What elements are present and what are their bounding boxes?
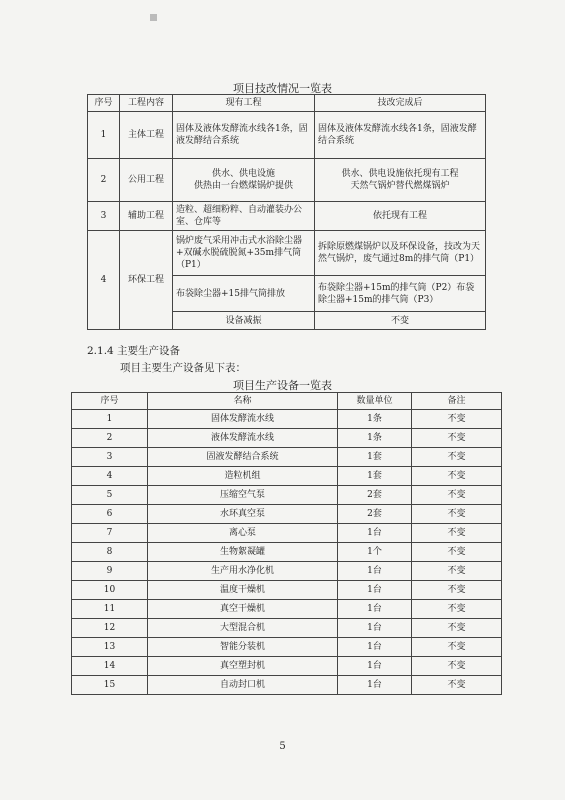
- equipment-name: 固体发酵流水线: [148, 410, 338, 429]
- equipment-name: 生产用水净化机: [148, 562, 338, 581]
- remark: 不变: [412, 467, 502, 486]
- after-renovation: 不变: [315, 312, 486, 330]
- current-project: 锅炉废气采用冲击式水浴除尘器+双碱水脱硫脱氮+35m排气筒（P1）: [173, 231, 315, 276]
- quantity-unit: 1条: [338, 410, 412, 429]
- equipment-name: 造粒机组: [148, 467, 338, 486]
- row-number: 3: [72, 448, 148, 467]
- remark: 不变: [412, 657, 502, 676]
- quantity-unit: 1台: [338, 600, 412, 619]
- project-item: 主体工程: [120, 112, 173, 159]
- remark: 不变: [412, 581, 502, 600]
- t1-header-item: 工程内容: [120, 95, 173, 112]
- after-renovation: 布袋除尘器+15m的排气筒（P2）布袋除尘器+15m的排气筒（P3）: [315, 276, 486, 312]
- table-row: [72, 543, 502, 562]
- renovation-table: [87, 94, 486, 330]
- quantity-unit: 1台: [338, 638, 412, 657]
- t2-header-no: 序号: [72, 393, 148, 410]
- table1-title: 项目技改情况一览表: [233, 82, 332, 95]
- row-number: 12: [72, 619, 148, 638]
- quantity-unit: 1条: [338, 429, 412, 448]
- equipment-name: 生物絮凝罐: [148, 543, 338, 562]
- equipment-name: 真空塑封机: [148, 657, 338, 676]
- current-project: 供水、供电设施 供热由一台燃煤锅炉提供: [173, 159, 315, 202]
- current-project: 固体及液体发酵流水线各1条，固液发酵结合系统: [173, 112, 315, 159]
- row-number: 7: [72, 524, 148, 543]
- table-row: [72, 676, 502, 695]
- scan-mark: [150, 14, 157, 21]
- table-row: [88, 202, 486, 231]
- remark: 不变: [412, 600, 502, 619]
- quantity-unit: 1套: [338, 467, 412, 486]
- equipment-name: 智能分装机: [148, 638, 338, 657]
- current-project: 设备减振: [173, 312, 315, 330]
- table-row: [72, 467, 502, 486]
- row-number: 10: [72, 581, 148, 600]
- equipment-name: 液体发酵流水线: [148, 429, 338, 448]
- row-number: 8: [72, 543, 148, 562]
- after-renovation: 拆除原燃煤锅炉以及环保设备，技改为天然气锅炉，废气通过8m的排气筒（P1）: [315, 231, 486, 276]
- quantity-unit: 1套: [338, 448, 412, 467]
- row-number: 1: [88, 112, 120, 159]
- equipment-name: 离心泵: [148, 524, 338, 543]
- after-renovation: 依托现有工程: [315, 202, 486, 231]
- equipment-name: 温度干燥机: [148, 581, 338, 600]
- table-row: [72, 562, 502, 581]
- equipment-name: 水环真空泵: [148, 505, 338, 524]
- quantity-unit: 1个: [338, 543, 412, 562]
- row-number: 11: [72, 600, 148, 619]
- table-row: [72, 448, 502, 467]
- row-number: 5: [72, 486, 148, 505]
- row-number: 9: [72, 562, 148, 581]
- table-row: [72, 410, 502, 429]
- quantity-unit: 1台: [338, 562, 412, 581]
- t1-header-no: 序号: [88, 95, 120, 112]
- table-row: [88, 159, 486, 202]
- row-number: 6: [72, 505, 148, 524]
- t2-header-name: 名称: [148, 393, 338, 410]
- row-number: 1: [72, 410, 148, 429]
- table-row: [72, 486, 502, 505]
- remark: 不变: [412, 676, 502, 695]
- current-project: 布袋除尘器+15排气筒排放: [173, 276, 315, 312]
- table-row: [72, 581, 502, 600]
- current-project: 造粒、超细粉粹、自动灌装办公室、仓库等: [173, 202, 315, 231]
- row-number: 2: [88, 159, 120, 202]
- table-row: [72, 505, 502, 524]
- table-row: [72, 524, 502, 543]
- quantity-unit: 2套: [338, 486, 412, 505]
- row-number: 4: [72, 467, 148, 486]
- project-item: 环保工程: [120, 231, 173, 330]
- project-item: 辅助工程: [120, 202, 173, 231]
- remark: 不变: [412, 486, 502, 505]
- t1-header-after: 技改完成后: [315, 95, 486, 112]
- equipment-table: [71, 392, 502, 695]
- project-item: 公用工程: [120, 159, 173, 202]
- row-number: 4: [88, 231, 120, 330]
- row-number: 13: [72, 638, 148, 657]
- table-row: [72, 429, 502, 448]
- remark: 不变: [412, 543, 502, 562]
- t2-header-note: 备注: [412, 393, 502, 410]
- table-row: [72, 657, 502, 676]
- equipment-name: 压缩空气泵: [148, 486, 338, 505]
- quantity-unit: 1台: [338, 676, 412, 695]
- t1-header-current: 现有工程: [173, 95, 315, 112]
- quantity-unit: 2套: [338, 505, 412, 524]
- quantity-unit: 1台: [338, 581, 412, 600]
- table2-title: 项目生产设备一览表: [233, 379, 332, 392]
- remark: 不变: [412, 638, 502, 657]
- remark: 不变: [412, 505, 502, 524]
- row-number: 2: [72, 429, 148, 448]
- section-intro: 项目主要生产设备见下表：: [120, 362, 246, 374]
- after-renovation: 固体及液体发酵流水线各1条，固液发酵结合系统: [315, 112, 486, 159]
- t2-header-qty: 数量单位: [338, 393, 412, 410]
- row-number: 15: [72, 676, 148, 695]
- remark: 不变: [412, 429, 502, 448]
- section-heading: 2.1.4 主要生产设备: [87, 345, 181, 357]
- remark: 不变: [412, 562, 502, 581]
- remark: 不变: [412, 524, 502, 543]
- page-number: 5: [279, 741, 286, 752]
- equipment-name: 大型混合机: [148, 619, 338, 638]
- table-row: [72, 638, 502, 657]
- remark: 不变: [412, 448, 502, 467]
- quantity-unit: 1台: [338, 619, 412, 638]
- quantity-unit: 1台: [338, 524, 412, 543]
- equipment-name: 真空干燥机: [148, 600, 338, 619]
- remark: 不变: [412, 619, 502, 638]
- table-row: [72, 600, 502, 619]
- equipment-name: 固液发酵结合系统: [148, 448, 338, 467]
- table-row: [72, 619, 502, 638]
- equipment-name: 自动封口机: [148, 676, 338, 695]
- row-number: 3: [88, 202, 120, 231]
- quantity-unit: 1台: [338, 657, 412, 676]
- table-row: [88, 112, 486, 159]
- table-row: [88, 231, 486, 276]
- after-renovation: 供水、供电设施依托现有工程 天然气锅炉替代燃煤锅炉: [315, 159, 486, 202]
- row-number: 14: [72, 657, 148, 676]
- remark: 不变: [412, 410, 502, 429]
